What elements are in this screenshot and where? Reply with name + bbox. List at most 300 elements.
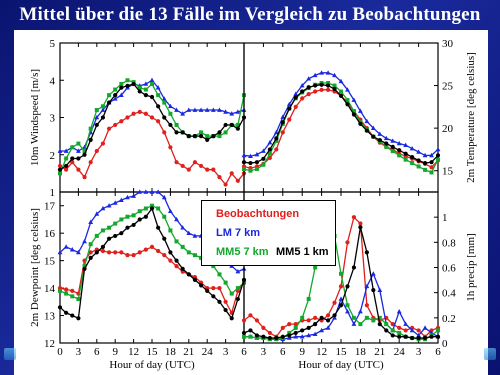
data-point <box>255 333 259 337</box>
data-point <box>230 171 234 175</box>
data-point <box>125 253 129 257</box>
data-point <box>168 250 172 254</box>
data-point <box>397 148 401 152</box>
data-point <box>107 93 111 97</box>
data-point <box>217 272 221 276</box>
data-point <box>332 87 336 91</box>
data-point <box>89 127 93 131</box>
data-point <box>436 335 440 339</box>
data-point <box>211 134 215 138</box>
data-point <box>339 272 343 276</box>
data-point <box>76 156 80 160</box>
data-point <box>423 161 427 165</box>
data-point <box>255 318 259 322</box>
data-point <box>144 248 148 252</box>
data-point <box>261 163 265 167</box>
series-line <box>60 80 244 173</box>
data-point <box>64 164 68 168</box>
data-point <box>125 84 129 88</box>
data-point <box>58 305 62 309</box>
data-point <box>339 284 343 288</box>
data-point <box>101 249 105 253</box>
data-point <box>410 161 414 165</box>
data-point <box>156 104 160 108</box>
data-point <box>300 96 304 100</box>
y-axis-label: 2m Dewpoint [deg celsius] <box>29 208 41 327</box>
data-point <box>352 215 356 219</box>
data-point <box>307 297 311 301</box>
data-point <box>217 286 221 290</box>
x-tick-label: 18 <box>354 346 366 358</box>
data-point <box>404 158 408 162</box>
data-point <box>132 82 136 86</box>
panel-frame <box>244 43 438 192</box>
data-point <box>76 168 80 172</box>
data-point <box>107 226 111 230</box>
data-point <box>58 289 62 293</box>
data-point <box>230 123 234 127</box>
y-tick-label: 2 <box>49 149 55 162</box>
x-tick-label: 9 <box>299 346 305 358</box>
data-point <box>377 288 382 292</box>
data-point <box>82 267 86 271</box>
data-point <box>242 318 246 322</box>
y-tick-label: 3 <box>49 112 55 125</box>
data-point <box>224 130 228 134</box>
data-point <box>82 175 86 179</box>
chart-legend <box>201 200 336 266</box>
data-point <box>365 303 369 307</box>
data-point <box>230 292 234 296</box>
data-point <box>236 286 240 290</box>
data-point <box>175 239 179 243</box>
data-point <box>82 239 87 243</box>
data-point <box>187 168 191 172</box>
y-tick-label: 0.2 <box>442 312 456 325</box>
y-tick-label: 15 <box>442 165 453 178</box>
data-point <box>358 309 363 313</box>
data-point <box>113 222 117 226</box>
data-point <box>436 153 440 157</box>
data-point <box>365 250 369 254</box>
y-tick-label: 17 <box>44 200 55 213</box>
x-tick-label: 3 <box>222 346 229 358</box>
data-point <box>150 78 155 82</box>
data-point <box>187 134 191 138</box>
data-point <box>384 322 388 326</box>
data-point <box>70 294 74 298</box>
data-point <box>181 267 185 271</box>
data-point <box>70 145 74 149</box>
data-point <box>358 225 362 229</box>
y-tick-label: 0.4 <box>442 287 456 300</box>
data-point <box>95 149 99 153</box>
data-point <box>326 313 330 317</box>
data-point <box>199 134 203 138</box>
x-tick-label: 3 <box>75 346 82 358</box>
y-axis-label: 10m Windspeed [m/s] <box>29 68 41 167</box>
data-point <box>248 328 252 332</box>
data-point <box>287 322 291 326</box>
data-point <box>371 288 375 292</box>
data-point <box>162 237 166 241</box>
data-point <box>423 325 428 329</box>
x-tick-label: 15 <box>335 346 347 358</box>
data-point <box>371 318 375 322</box>
data-point <box>144 112 148 116</box>
data-point <box>430 170 434 174</box>
y-tick-label: 4 <box>49 75 55 88</box>
y-tick-label: 12 <box>44 338 55 350</box>
legend-item-mm5-1: MM5 1 km <box>276 246 329 258</box>
y-tick-label: 1 <box>442 212 448 225</box>
data-point <box>95 250 99 254</box>
data-point <box>181 130 185 134</box>
data-point <box>119 82 123 86</box>
data-point <box>162 253 166 257</box>
data-point <box>168 209 173 213</box>
data-point <box>64 244 69 248</box>
data-point <box>378 322 382 326</box>
y-tick-label: 20 <box>442 123 453 136</box>
data-point <box>89 160 93 164</box>
data-point <box>174 259 178 263</box>
data-point <box>294 105 298 109</box>
data-point <box>205 138 209 142</box>
data-point <box>358 221 362 225</box>
data-point <box>217 300 221 304</box>
data-point <box>358 122 362 126</box>
data-point <box>281 335 285 339</box>
data-point <box>95 234 99 238</box>
data-point <box>397 153 401 157</box>
data-point <box>168 123 172 127</box>
data-point <box>89 256 93 260</box>
data-point <box>378 138 382 142</box>
x-axis-label: Hour of day (UTC) <box>298 359 384 371</box>
x-tick-label: 21 <box>374 346 386 358</box>
data-point <box>261 157 265 161</box>
data-point <box>307 85 311 89</box>
data-point <box>248 161 252 165</box>
y-tick-label: 14 <box>44 283 55 296</box>
data-point <box>313 316 317 320</box>
data-point <box>132 213 136 217</box>
data-point <box>391 333 395 337</box>
data-point <box>365 316 369 320</box>
data-point <box>107 127 111 131</box>
data-point <box>404 328 408 332</box>
data-point <box>144 88 148 92</box>
data-point <box>423 168 427 172</box>
data-point <box>397 309 402 313</box>
page-title: Mittel über die 13 Fälle im Vergleich zu Beobachtungen <box>19 4 481 25</box>
data-point <box>281 120 285 124</box>
y-tick-label: 0.6 <box>442 262 456 275</box>
y-tick-label: 0.8 <box>442 237 456 250</box>
data-point <box>326 83 330 87</box>
data-point <box>339 94 343 98</box>
data-point <box>391 328 395 332</box>
data-point <box>345 303 349 307</box>
data-point <box>281 326 285 330</box>
data-point <box>404 335 408 339</box>
data-point <box>138 209 142 213</box>
data-point <box>248 169 252 173</box>
data-point <box>101 228 105 232</box>
data-point <box>423 336 427 340</box>
data-point <box>89 242 93 246</box>
data-point <box>101 115 105 119</box>
y-tick-label: 5 <box>49 38 55 50</box>
data-point <box>162 130 166 134</box>
y-tick-label: 16 <box>44 228 55 241</box>
data-point <box>339 90 343 94</box>
data-point <box>236 297 240 301</box>
data-point <box>287 106 291 110</box>
data-point <box>168 259 172 263</box>
y-axis-label: 2m Temperature [deg celsius] <box>465 52 477 183</box>
data-point <box>205 134 209 138</box>
data-point <box>119 217 123 221</box>
data-point <box>332 313 336 317</box>
data-point <box>187 250 191 254</box>
data-point <box>230 316 234 320</box>
panel-top-left <box>29 38 246 199</box>
data-point <box>313 83 317 87</box>
data-point <box>150 115 154 119</box>
data-point <box>307 326 311 330</box>
data-point <box>119 86 123 90</box>
data-point <box>294 95 298 99</box>
data-point <box>436 147 441 151</box>
data-point <box>313 266 317 270</box>
data-point <box>95 123 99 127</box>
data-point <box>417 328 421 332</box>
data-point <box>224 308 228 312</box>
corner-right-icon <box>484 348 496 360</box>
data-point <box>156 249 160 253</box>
data-point <box>274 336 278 340</box>
data-point <box>242 331 246 335</box>
data-point <box>268 336 272 340</box>
x-tick-label: 24 <box>393 346 405 358</box>
data-point <box>268 147 272 151</box>
data-point <box>211 294 215 298</box>
series-line <box>244 90 438 168</box>
legend-item-beobachtungen: Beobachtungen <box>216 208 300 220</box>
data-point <box>300 328 304 332</box>
data-point <box>236 127 240 131</box>
x-tick-label: 21 <box>183 346 195 358</box>
data-point <box>58 164 62 168</box>
data-point <box>150 245 154 249</box>
legend-item-mm5-7: MM5 7 km <box>216 246 269 258</box>
data-point <box>217 175 221 179</box>
data-point <box>261 326 265 330</box>
data-point <box>320 88 324 92</box>
data-point <box>144 206 148 210</box>
legend-item-lm7: LM 7 km <box>216 227 261 239</box>
data-point <box>224 281 228 285</box>
x-tick-label: 12 <box>128 346 140 358</box>
data-point <box>274 136 278 140</box>
data-point <box>70 313 74 317</box>
data-point <box>156 93 160 97</box>
y-tick-label: 15 <box>44 255 55 268</box>
panel-top-right <box>242 38 477 192</box>
data-point <box>345 102 349 106</box>
data-point <box>70 289 74 293</box>
data-point <box>138 110 142 114</box>
data-point <box>113 234 117 238</box>
data-point <box>417 158 421 162</box>
data-point <box>150 82 154 86</box>
data-point <box>384 141 388 145</box>
data-point <box>332 301 336 305</box>
x-tick-label: 3 <box>415 346 422 358</box>
data-point <box>352 112 356 116</box>
data-point <box>345 240 349 244</box>
data-point <box>320 83 324 87</box>
data-point <box>58 168 62 172</box>
x-tick-label: 24 <box>201 346 213 358</box>
data-point <box>101 245 105 249</box>
data-point <box>205 168 209 172</box>
data-point <box>307 318 311 322</box>
x-tick-label: 3 <box>260 346 267 358</box>
x-tick-label: 15 <box>146 346 158 358</box>
data-point <box>307 92 311 96</box>
data-point <box>294 326 298 330</box>
y-tick-label: 30 <box>442 38 453 50</box>
data-point <box>119 119 123 123</box>
data-point <box>352 265 356 269</box>
data-point <box>174 160 178 164</box>
data-point <box>193 253 197 257</box>
data-point <box>339 303 343 307</box>
data-point <box>199 164 203 168</box>
data-point <box>113 88 117 92</box>
x-tick-label: 12 <box>316 346 328 358</box>
data-point <box>300 316 304 320</box>
data-point <box>436 158 440 162</box>
data-point <box>107 237 111 241</box>
chart-figure <box>14 30 488 375</box>
data-point <box>352 316 356 320</box>
data-point <box>281 130 285 134</box>
data-point <box>95 108 99 112</box>
data-point <box>294 331 298 335</box>
data-point <box>320 316 324 320</box>
data-point <box>113 123 117 127</box>
y-axis-label: 1h precip [mm] <box>465 233 477 302</box>
x-tick-label: 6 <box>94 346 100 358</box>
data-point <box>268 331 272 335</box>
data-point <box>125 115 129 119</box>
data-point <box>174 130 178 134</box>
data-point <box>132 223 136 227</box>
y-tick-label: 13 <box>44 310 55 323</box>
data-point <box>125 226 129 230</box>
data-point <box>119 231 123 235</box>
data-point <box>89 138 93 142</box>
data-point <box>224 182 228 186</box>
data-point <box>404 152 408 156</box>
corner-left-icon <box>4 348 16 360</box>
data-point <box>64 156 68 160</box>
data-point <box>410 155 414 159</box>
data-point <box>287 118 291 122</box>
data-point <box>211 286 215 290</box>
data-point <box>429 160 433 164</box>
data-point <box>82 153 86 157</box>
data-point <box>410 336 414 340</box>
data-point <box>242 160 246 164</box>
data-point <box>384 328 388 332</box>
data-point <box>274 147 278 151</box>
data-point <box>64 168 68 172</box>
data-point <box>119 250 123 254</box>
data-point <box>217 130 221 134</box>
x-tick-label: 9 <box>112 346 118 358</box>
data-point <box>417 164 421 168</box>
data-point <box>391 145 395 149</box>
data-point <box>107 101 111 105</box>
data-point <box>313 89 317 93</box>
data-point <box>193 278 197 282</box>
data-point <box>107 250 111 254</box>
data-point <box>132 253 136 257</box>
data-point <box>436 328 440 332</box>
data-point <box>156 206 160 210</box>
data-point <box>391 149 395 153</box>
data-point <box>287 333 291 337</box>
x-axis-label: Hour of day (UTC) <box>109 359 195 371</box>
data-point <box>64 311 68 315</box>
data-point <box>76 142 80 146</box>
data-point <box>255 167 259 171</box>
data-point <box>371 135 375 139</box>
data-point <box>224 300 228 304</box>
data-point <box>76 297 80 301</box>
data-point <box>175 123 179 127</box>
data-point <box>326 88 330 92</box>
data-point <box>138 217 142 221</box>
data-point <box>144 215 148 219</box>
data-point <box>187 272 191 276</box>
y-tick-label: 25 <box>442 80 453 93</box>
data-point <box>397 331 401 335</box>
x-tick-label: 18 <box>164 346 176 358</box>
y-tick-label: 1 <box>49 187 55 199</box>
data-point <box>242 167 246 171</box>
data-point <box>144 93 148 97</box>
data-point <box>211 168 215 172</box>
data-point <box>156 226 160 230</box>
y-tick-label: 0 <box>442 338 448 350</box>
data-point <box>417 336 421 340</box>
data-point <box>199 283 203 287</box>
data-point <box>300 89 304 93</box>
data-point <box>125 215 129 219</box>
data-point <box>313 322 317 326</box>
data-point <box>193 160 197 164</box>
data-point <box>168 112 172 116</box>
data-point <box>248 335 252 339</box>
x-tick-label: 0 <box>57 346 63 358</box>
data-point <box>125 78 129 82</box>
